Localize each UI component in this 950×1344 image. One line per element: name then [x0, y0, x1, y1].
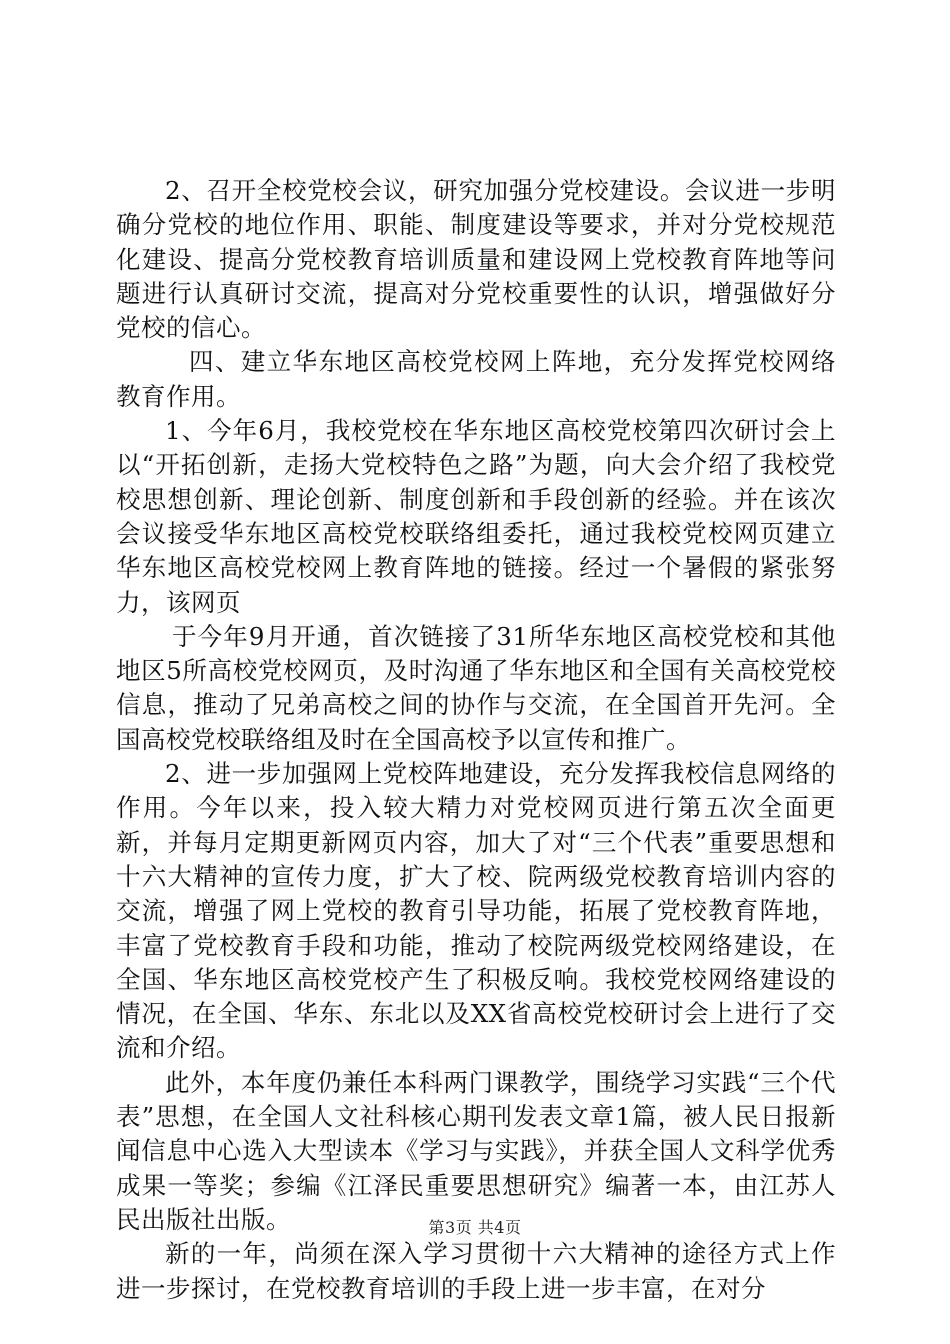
- paragraph: 2、进一步加强网上党校阵地建设，充分发挥我校信息网络的作用。今年以来，投入较大精力对党校网页进行第五次全面更新，并每月定期更新网页内容，加大了对“三个代表”重要思想和十六大精神的宣传力度，扩大了校、院两级党校教育培训内容的交流，增强了网上党校的教育引导功能，拓展了党校教育阵地，丰富了党校教育手段和功能，推动了校院两级党校网络建设，在全国、华东地区高校党校产生了积极反响。我校党校网络建设的情况，在全国、华东、东北以及XX省高校党校研讨会上进行了交流和介绍。: [116, 759, 836, 1063]
- paragraph: 1、今年6月，我校党校在华东地区高校党校第四次研讨会上以“开拓创新，走扬大党校特色之路”为题，向大会介绍了我校党校思想创新、理论创新、制度创新和手段创新的经验。并在该次会议接受华东地区高校党校联络组委托，通过我校党校网页建立华东地区高校党校网上教育阵地的链接。经过一个暑假的紧张努力，该网页: [116, 416, 836, 617]
- paragraph: 新的一年，尚须在深入学习贯彻十六大精神的途径方式上作进一步探讨，在党校教育培训的手段上进一步丰富，在对分: [116, 1239, 836, 1303]
- page-number-footer: 第3页 共4页: [428, 1218, 522, 1237]
- paragraph: 于今年9月开通，首次链接了31所华东地区高校党校和其他地区5所高校党校网页，及时沟通了华东地区和全国有关高校党校信息，推动了兄弟高校之间的协作与交流，在全国首开先河。全国高校党校联络组及时在全国高校予以宣传和推广。: [116, 621, 836, 754]
- paragraph: 2、召开全校党校会议，研究加强分党校建设。会议进一步明确分党校的地位作用、职能、制度建设等要求，并对分党校规范化建设、提高分党校教育培训质量和建设网上党校教育阵地等问题进行认真研讨交流，提高对分党校重要性的认识，增强做好分党校的信心。: [116, 176, 836, 343]
- paragraph: 此外，本年度仍兼任本科两门课教学，围绕学习实践“三个代表”思想，在全国人文社科核心期刊发表文章1篇，被人民日报新闻信息中心选入大型读本《学习与实践》，并获全国人文科学优秀成果一等奖；参编《江泽民重要思想研究》编著一本，由江苏人民出版社出版。: [116, 1067, 836, 1234]
- document-body: [116, 174, 836, 1306]
- section-heading: 四、建立华东地区高校党校网上阵地，充分发挥党校网络教育作用。: [116, 347, 836, 411]
